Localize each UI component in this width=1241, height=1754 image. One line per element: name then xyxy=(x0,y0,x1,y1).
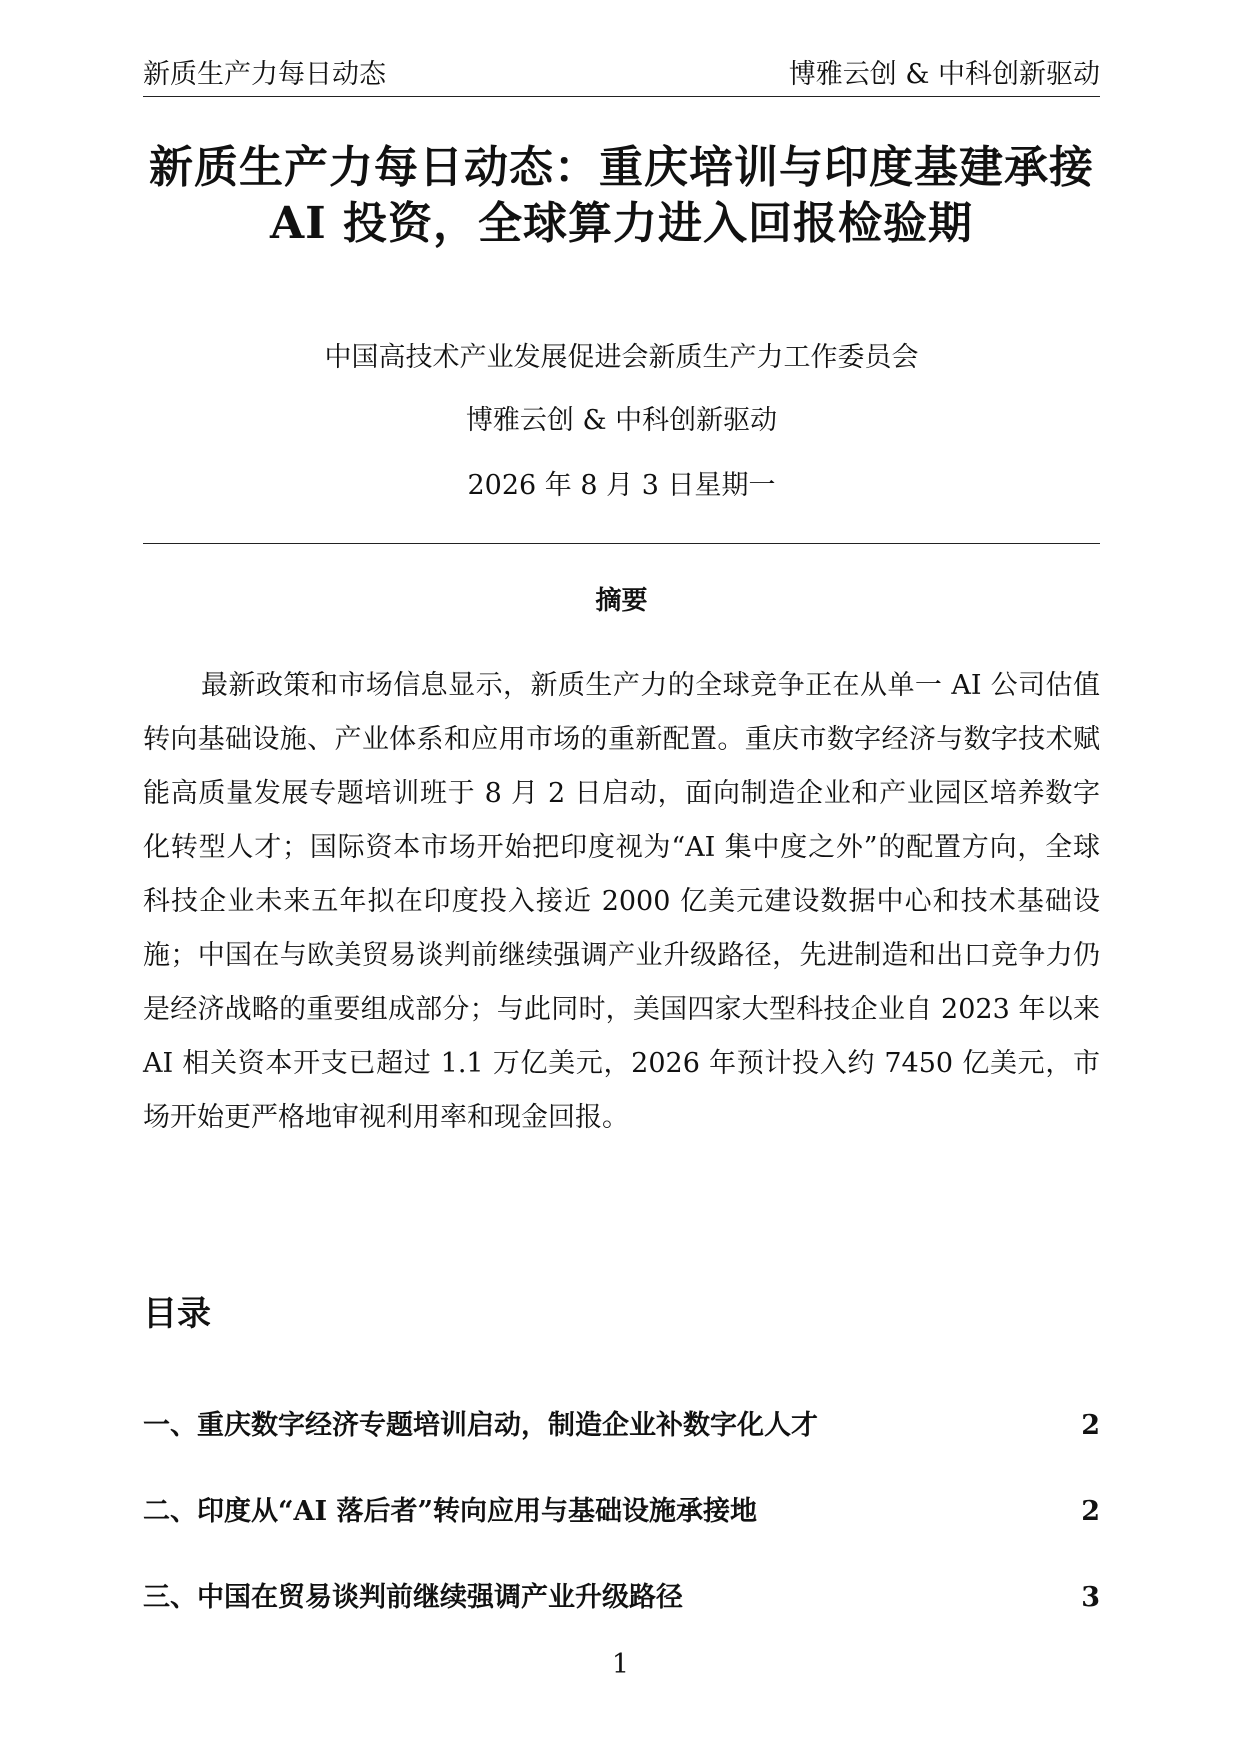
toc-entry-label: 一、重庆数字经济专题培训启动，制造企业补数字化人才 xyxy=(143,1410,818,1441)
abstract-body: 最新政策和市场信息显示，新质生产力的全球竞争正在从单一 AI 公司估值转向基础设施、产业体系和应用市场的重新配置。重庆市数字经济与数字技术赋能高质量发展专题培训班于 8 月 2 日启动，面向制造企业和产业园区培养数字化转型人才；国际资本市场开始把印度视为“AI 集中度之外”的配置方向，全球科技企业未来五年拟在印度投入接近 2000 亿美元建设数据中心和技术基础设施；中国在与欧美贸易谈判前继续强调产业升级路径，先进制造和出口竞争力仍是经济战略的重要组成部分；与此同时，美国四家大型科技企业自 2023 年以来 AI 相关资本开支已超过 1.1 万亿美元，2026 年预计投入约 7450 亿美元，市场开始更严格地审视利用率和现金回报。 xyxy=(143,670,1100,1133)
publication-date: 2026 年 8 月 3 日星期一 xyxy=(467,470,776,501)
toc-entry-1[interactable] xyxy=(143,1406,1100,1492)
table-of-contents xyxy=(143,1406,1100,1664)
toc-entry-label: 三、中国在贸易谈判前继续强调产业升级路径 xyxy=(143,1582,683,1613)
toc-entry-page: 2 xyxy=(1081,1496,1100,1527)
header-right-affiliation: 博雅云创 & 中科创新驱动 xyxy=(788,59,1100,90)
page-number: 1 xyxy=(611,1649,630,1680)
toc-entry-page: 3 xyxy=(1081,1582,1100,1613)
header-left-title: 新质生产力每日动态 xyxy=(143,59,386,90)
toc-entry-page: 2 xyxy=(1081,1410,1100,1441)
header-divider xyxy=(143,96,1100,97)
author-affiliation: 博雅云创 & 中科创新驱动 xyxy=(465,405,778,436)
document-title: 新质生产力每日动态：重庆培训与印度基建承接 AI 投资，全球算力进入回报检验期 xyxy=(149,142,1094,249)
running-header xyxy=(143,58,1100,92)
title-divider xyxy=(143,543,1100,544)
toc-entry-label: 二、印度从“AI 落后者”转向应用与基础设施承接地 xyxy=(143,1496,758,1527)
author-organization: 中国高技术产业发展促进会新质生产力工作委员会 xyxy=(324,342,919,373)
toc-heading: 目录 xyxy=(143,1294,211,1334)
toc-entry-2[interactable] xyxy=(143,1492,1100,1578)
abstract-heading: 摘要 xyxy=(595,586,648,616)
